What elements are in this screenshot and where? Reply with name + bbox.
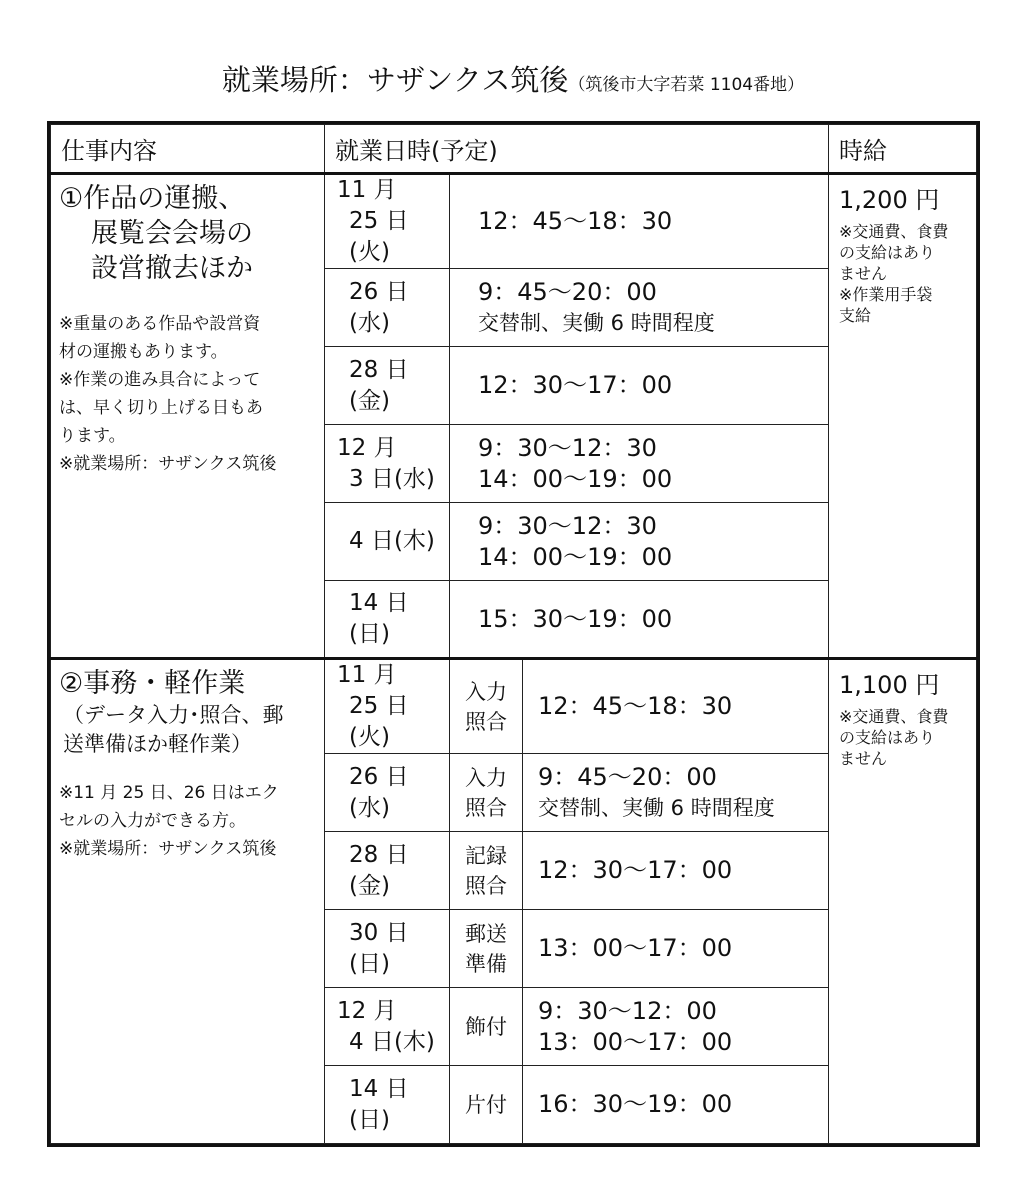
title-address: （筑後市大字若菜 1104番地） (568, 75, 805, 95)
s1-notes: ※重量のある作品や設営資 材の運搬もあります。 ※作業の進み具合によって は、早く切り上げる日もあ ります。 ※就業場所：サザンクス筑後 (59, 314, 277, 474)
s1-date: 14 日(日) (325, 581, 450, 659)
header-row (51, 125, 977, 174)
title-main: 就業場所：サザンクス筑後 (221, 63, 569, 97)
s2-wage: 1,100 円 (839, 671, 940, 699)
s1-time: 15：30～19：00 (450, 581, 829, 659)
header-wage: 時給 (829, 125, 977, 174)
s2-row-0 (51, 659, 977, 754)
s2-time: 9：45～20：00 交替制、実働 6 時間程度 (523, 754, 829, 832)
s1-date: 12 月 3 日(水) (325, 425, 450, 503)
s2-wage-cell (829, 659, 977, 1144)
s2-kind: 記録 照合 (450, 832, 523, 910)
s2-kind: 入力 照合 (450, 659, 523, 754)
s2-date: 30 日(日) (325, 910, 450, 988)
s2-kind: 片付 (450, 1066, 523, 1144)
s2-kind: 飾付 (450, 988, 523, 1066)
s1-job-cell (51, 174, 325, 659)
s1-time: 12：45～18：30 (450, 174, 829, 269)
s2-kind: 入力 照合 (450, 754, 523, 832)
s1-date: 4 日(木) (325, 503, 450, 581)
s1-time: 12：30～17：00 (450, 347, 829, 425)
s1-job-title: ①作品の運搬、 展覧会会場の 設営撤去ほか (59, 183, 253, 284)
s1-time: 9：30～12：30 14：00～19：00 (450, 503, 829, 581)
s1-time: 9：45～20：00 交替制、実働 6 時間程度 (450, 269, 829, 347)
s1-row-0 (51, 174, 977, 269)
s2-time: 16：30～19：00 (523, 1066, 829, 1144)
s2-notes: ※11 月 25 日、26 日はエク セルの入力ができる方。 ※就業場所：サザンクス筑後 (59, 783, 279, 859)
schedule-table (50, 124, 977, 1144)
s1-date: 11 月 25 日(火) (325, 174, 450, 269)
s2-job-title: ②事務・軽作業 (59, 668, 246, 699)
s2-date: 11 月 25 日(火) (325, 659, 450, 754)
s1-date: 28 日(金) (325, 347, 450, 425)
s2-date: 26 日(水) (325, 754, 450, 832)
s2-job-sub: （データ入力･照合、郵 送準備ほか軽作業） (63, 703, 284, 756)
s2-time: 13：00～17：00 (523, 910, 829, 988)
s1-wage-notes: ※交通費、食費 の支給はあり ません ※作業用手袋 支給 (839, 222, 949, 325)
s2-date: 14 日(日) (325, 1066, 450, 1144)
page-title (0, 58, 1026, 99)
s2-job-cell (51, 659, 325, 1144)
s1-date: 26 日(水) (325, 269, 450, 347)
s2-time: 12：30～17：00 (523, 832, 829, 910)
s2-wage-notes: ※交通費、食費 の支給はあり ません (839, 707, 949, 768)
header-job: 仕事内容 (51, 125, 325, 174)
s2-time: 12：45～18：30 (523, 659, 829, 754)
s1-time: 9：30～12：30 14：00～19：00 (450, 425, 829, 503)
s1-wage: 1,200 円 (839, 186, 940, 214)
s1-wage-cell (829, 174, 977, 659)
s2-date: 28 日(金) (325, 832, 450, 910)
s2-date: 12 月 4 日(木) (325, 988, 450, 1066)
s2-kind: 郵送 準備 (450, 910, 523, 988)
header-schedule: 就業日時(予定) (325, 125, 829, 174)
s2-time: 9：30～12：00 13：00～17：00 (523, 988, 829, 1066)
